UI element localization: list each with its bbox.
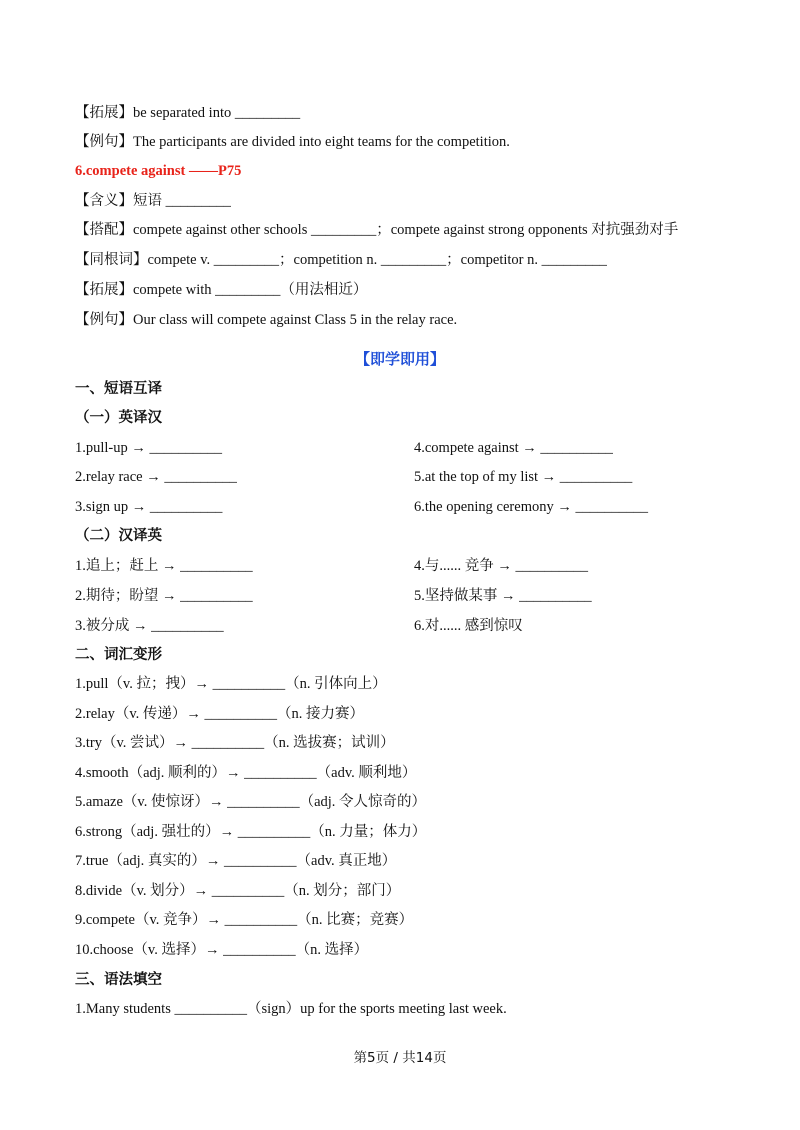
en-item: 1.pull-up → __________ [75,440,223,456]
entry-heading: 6.compete against ——P75 [75,163,242,179]
cn-item: 1.追上；赶上 → __________ [75,558,253,574]
part1-sub2: （二）汉译英 [75,528,162,544]
meaning-line: 【含义】短语 _________ [75,193,231,209]
example-line: 【例句】The participants are divided into eight teams for the competition. [75,134,510,150]
vocab-item: 8.divide（v. 划分）→ __________（n. 划分；部门） [75,883,401,899]
cn-item: 2.期待；盼望 → __________ [75,588,253,604]
part1-heading: 一、短语互译 [75,381,162,397]
cn-item: 5.坚持做某事 → __________ [414,588,592,604]
en-item: 3.sign up → __________ [75,499,223,515]
collocation-line: 【搭配】compete against other schools _________；compete against strong opponents 对抗强劲对手 [75,222,679,238]
cn-item: 6.对...... 感到惊叹 [414,618,523,634]
vocab-item: 4.smooth（adj. 顺利的）→ __________（adv. 顺利地） [75,765,417,781]
page-footer: 第5页 / 共14页 [353,1050,447,1066]
en-item: 4.compete against → __________ [414,440,613,456]
en-item: 5.at the top of my list → __________ [414,469,633,485]
vocab-item: 3.try（v. 尝试）→ __________（n. 选拔赛；试训） [75,735,395,751]
example-line-2: 【例句】Our class will compete against Class 5 in the relay race. [75,312,458,328]
part1-sub1: （一）英译汉 [75,410,162,426]
cn-item: 4.与...... 竞争 → __________ [414,558,588,574]
vocab-item: 9.compete（v. 竞争）→ __________（n. 比赛；竞赛） [75,912,414,928]
cognate-line: 【同根词】compete v. _________；competition n. _________；competitor n. _________ [75,252,607,268]
vocab-item: 6.strong（adj. 强壮的）→ __________（n. 力量；体力） [75,824,427,840]
section-title: 【即学即用】 [354,350,445,368]
vocab-item: 10.choose（v. 选择）→ __________（n. 选择） [75,942,369,958]
vocab-item: 2.relay（v. 传递）→ __________（n. 接力赛） [75,706,365,722]
cn-item: 3.被分成 → __________ [75,618,224,634]
grammar-item: 1.Many students __________（sign）up for the sports meeting last week. [75,1001,507,1017]
part2-heading: 二、词汇变形 [75,647,162,663]
en-item: 2.relay race → __________ [75,469,237,485]
vocab-item: 7.true（adj. 真实的）→ __________（adv. 真正地） [75,853,397,869]
extension-line-2: 【拓展】compete with _________（用法相近） [75,282,368,298]
en-item: 6.the opening ceremony → __________ [414,499,648,515]
part3-heading: 三、语法填空 [75,972,162,988]
vocab-item: 1.pull（v. 拉；拽）→ __________（n. 引体向上） [75,676,387,692]
extension-line: 【拓展】be separated into _________ [75,105,301,121]
vocab-item: 5.amaze（v. 使惊讶）→ __________（adj. 令人惊奇的） [75,794,427,810]
